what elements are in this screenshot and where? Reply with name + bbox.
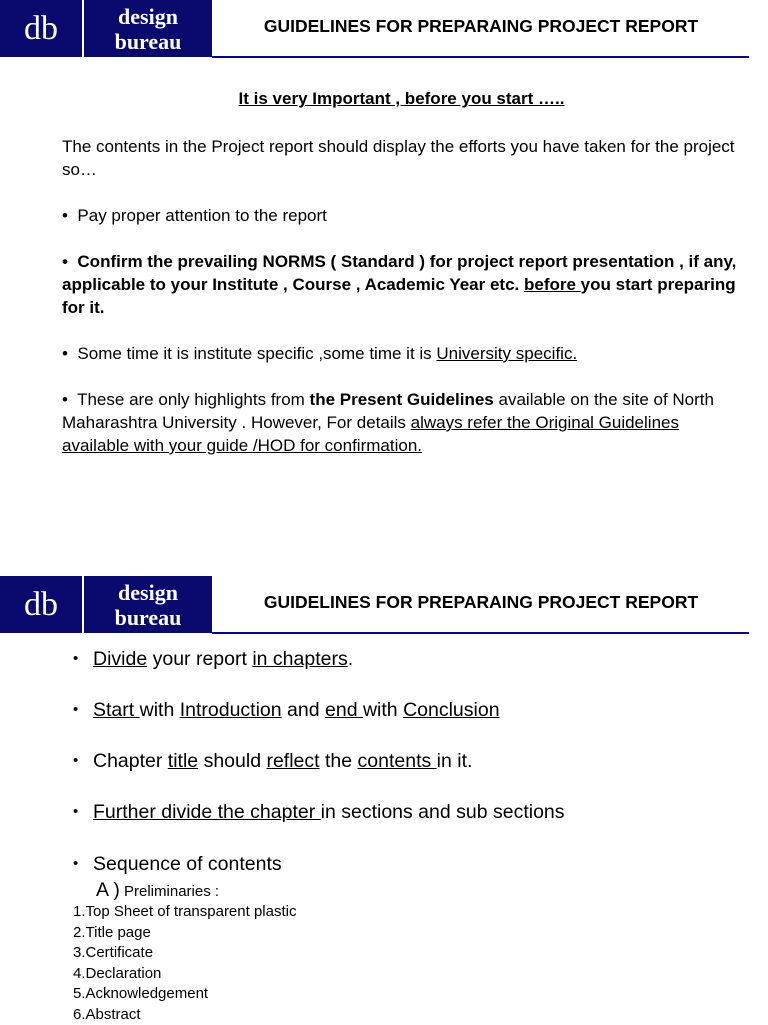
text: Chapter bbox=[93, 750, 168, 772]
logo-line-bureau: bureau bbox=[84, 605, 212, 630]
bullet-dot: • bbox=[62, 344, 77, 363]
text: Conclusion bbox=[403, 699, 499, 721]
slide-2 bbox=[0, 576, 768, 1024]
list-item: 5.Acknowledgement bbox=[73, 984, 296, 1005]
emphasis-present-guidelines: the Present Guidelines bbox=[310, 390, 494, 409]
bullet-specific bbox=[62, 342, 742, 365]
bullet-text: These are only highlights from bbox=[77, 390, 309, 409]
list-item: 4.Declaration bbox=[73, 964, 296, 985]
bullet-text: Confirm the prevailing NORMS ( Standard ) for project report presentation , if any, applicable to your Institute , Course , Academic Year etc. bbox=[62, 252, 736, 294]
text: and bbox=[282, 699, 325, 721]
bullet-text: Pay proper attention to the report bbox=[77, 206, 327, 225]
prelim-text: Preliminaries : bbox=[120, 883, 219, 900]
bullet-text-mid: available on the site of North Maharashtra University . However, For details bbox=[62, 390, 714, 432]
bullet-dot: • bbox=[73, 701, 93, 718]
preliminaries-heading bbox=[96, 879, 219, 902]
text: the bbox=[320, 750, 358, 772]
emphasis-original-guidelines: always refer the Original Guidelines available with your guide /HOD for confirmation. bbox=[62, 413, 679, 455]
text: title bbox=[168, 750, 198, 772]
text: in it. bbox=[437, 750, 473, 772]
bullet-attention bbox=[62, 204, 742, 227]
item-divide bbox=[73, 648, 353, 671]
prelim-label: A ) bbox=[96, 879, 120, 901]
bullet-dot: • bbox=[73, 752, 93, 769]
contents-list bbox=[73, 902, 296, 1025]
bullet-highlights bbox=[62, 388, 742, 457]
text: should bbox=[198, 750, 266, 772]
bullet-dot: • bbox=[73, 650, 93, 667]
item-chapter-title bbox=[73, 750, 472, 773]
bullet-dot: • bbox=[62, 390, 77, 409]
list-item: 3.Certificate bbox=[73, 943, 296, 964]
text: end bbox=[325, 699, 363, 721]
text: Further divide the chapter bbox=[93, 801, 321, 823]
header-title: GUIDELINES FOR PREPARAING PROJECT REPORT bbox=[212, 16, 750, 37]
logo-line-bureau: bureau bbox=[84, 29, 212, 54]
logo-line-design: design bbox=[84, 580, 212, 605]
bullet-dot: • bbox=[73, 803, 93, 820]
bullet-norms bbox=[62, 250, 742, 319]
emphasis-university: University specific. bbox=[436, 344, 577, 363]
header-rule bbox=[212, 632, 749, 634]
text: reflect bbox=[266, 750, 319, 772]
logo-design-bureau bbox=[84, 576, 212, 633]
logo-db: db bbox=[0, 576, 82, 633]
text: in sections and sub sections bbox=[321, 801, 565, 823]
text: your report bbox=[147, 648, 252, 670]
subtitle: It is very Important , before you start ….. bbox=[0, 89, 768, 109]
item-further-divide bbox=[73, 801, 565, 824]
text: contents bbox=[358, 750, 437, 772]
text: with bbox=[140, 699, 180, 721]
emphasis-before: before bbox=[524, 275, 581, 294]
logo-line-design: design bbox=[84, 4, 212, 29]
intro-paragraph: The contents in the Project report should display the efforts you have taken for the project so… bbox=[62, 135, 742, 181]
header-rule bbox=[212, 56, 749, 58]
text: Start bbox=[93, 699, 140, 721]
bullet-dot: • bbox=[62, 206, 77, 225]
item-sequence bbox=[73, 853, 282, 876]
text: with bbox=[363, 699, 403, 721]
logo-design-bureau bbox=[84, 0, 212, 57]
text: in chapters bbox=[252, 648, 347, 670]
text: Sequence of contents bbox=[93, 853, 282, 875]
bullet-text: Some time it is institute specific ,some time it is bbox=[77, 344, 436, 363]
bullet-dot: • bbox=[73, 855, 93, 872]
list-item: 6.Abstract bbox=[73, 1005, 296, 1025]
logo-db: db bbox=[0, 0, 82, 57]
bullet-dot: • bbox=[62, 252, 77, 271]
list-item: 2.Title page bbox=[73, 923, 296, 944]
list-item: 1.Top Sheet of transparent plastic bbox=[73, 902, 296, 923]
bullet-text-end: you start preparing for it. bbox=[62, 275, 736, 317]
header-title: GUIDELINES FOR PREPARAING PROJECT REPORT bbox=[212, 592, 750, 613]
item-start-end bbox=[73, 699, 500, 722]
text: . bbox=[348, 648, 353, 670]
text: Introduction bbox=[180, 699, 282, 721]
text: Divide bbox=[93, 648, 147, 670]
